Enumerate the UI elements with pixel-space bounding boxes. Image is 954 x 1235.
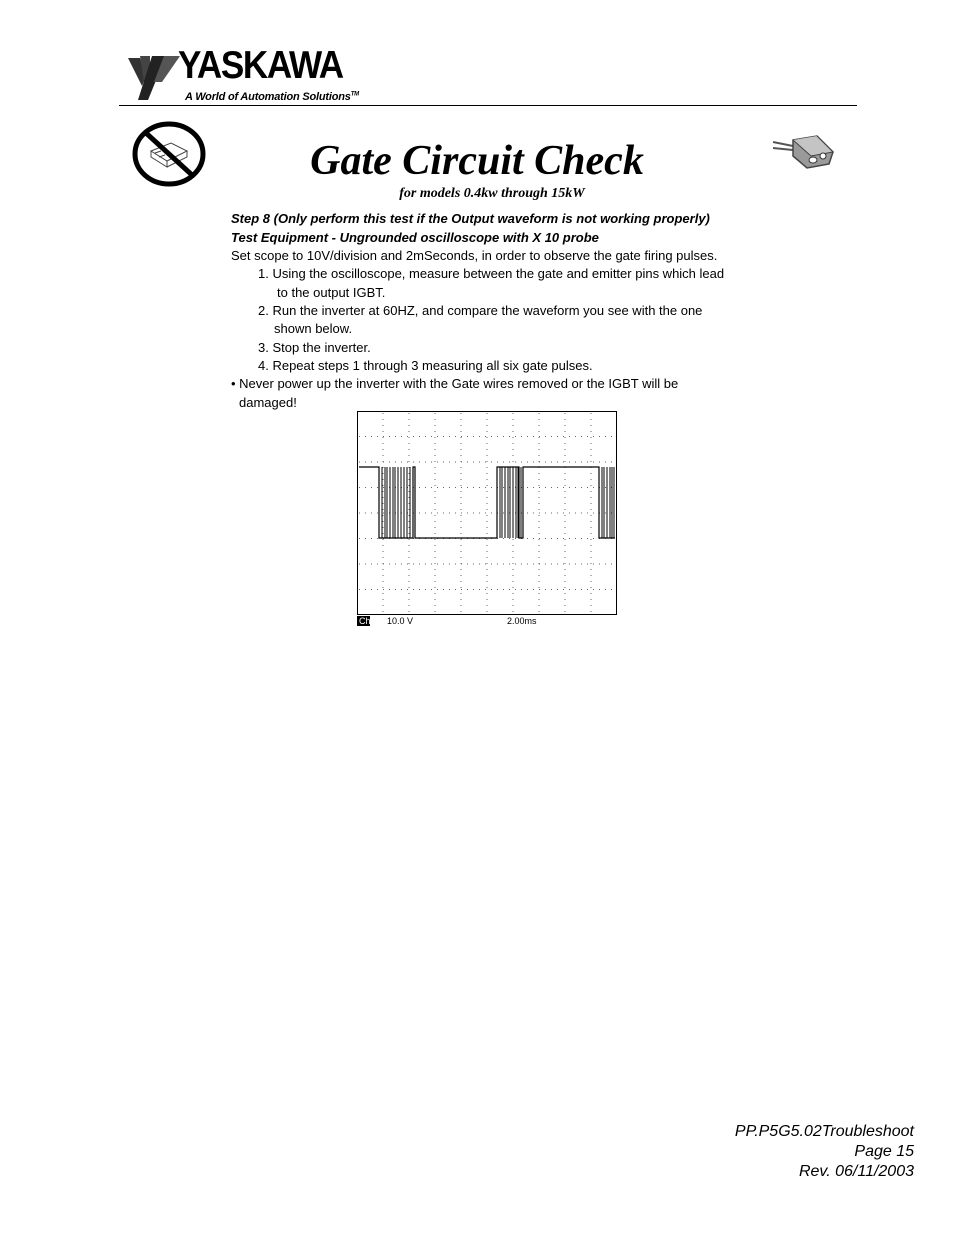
scope-readout: [357, 615, 617, 627]
step-3: 3. Stop the inverter.: [258, 340, 371, 355]
test-equipment: Test Equipment - Ungrounded oscilloscope with X 10 probe: [231, 230, 599, 245]
oscilloscope-waveform: [357, 411, 617, 627]
setup-instruction: Set scope to 10V/division and 2mSeconds, in order to observe the gate firing pulses.: [231, 248, 718, 263]
yaskawa-logo-icon: [126, 52, 182, 102]
page-subtitle: for models 0.4kw through 15kW: [399, 186, 585, 201]
scope-channel: Ch1: [359, 616, 376, 626]
page-number: Page 15: [854, 1143, 914, 1160]
step-4: 4. Repeat steps 1 through 3 measuring all six gate pulses.: [258, 358, 593, 373]
header-divider: [119, 105, 857, 106]
page-title: Gate Circuit Check: [310, 138, 644, 184]
brand-name: YASKAWA: [178, 44, 343, 87]
step-2-line-2: shown below.: [274, 321, 353, 336]
revision-date: Rev. 06/11/2003: [798, 1163, 914, 1180]
brand-tagline: A World of Automation Solutions™: [185, 91, 359, 103]
step-2-line-1: 2. Run the inverter at 60HZ, and compare the waveform you see with the one: [258, 303, 703, 318]
step-heading: Step 8 (Only perform this test if the Output waveform is not working properly): [231, 211, 710, 226]
scope-time-div: 2.00ms: [507, 616, 537, 626]
power-plug-icon: [771, 130, 837, 170]
scope-volts-div: 10.0 V: [387, 616, 414, 626]
document-id: PP.P5G5.02Troubleshoot: [734, 1123, 914, 1140]
warning-line-1: • Never power up the inverter with the Gate wires removed or the IGBT will be: [231, 376, 679, 391]
page-footer: [735, 1122, 914, 1182]
step-1-line-1: 1. Using the oscilloscope, measure between the gate and emitter pins which lead: [258, 266, 725, 281]
warning-line-2: damaged!: [239, 395, 297, 410]
step-1-line-2: to the output IGBT.: [277, 285, 386, 300]
